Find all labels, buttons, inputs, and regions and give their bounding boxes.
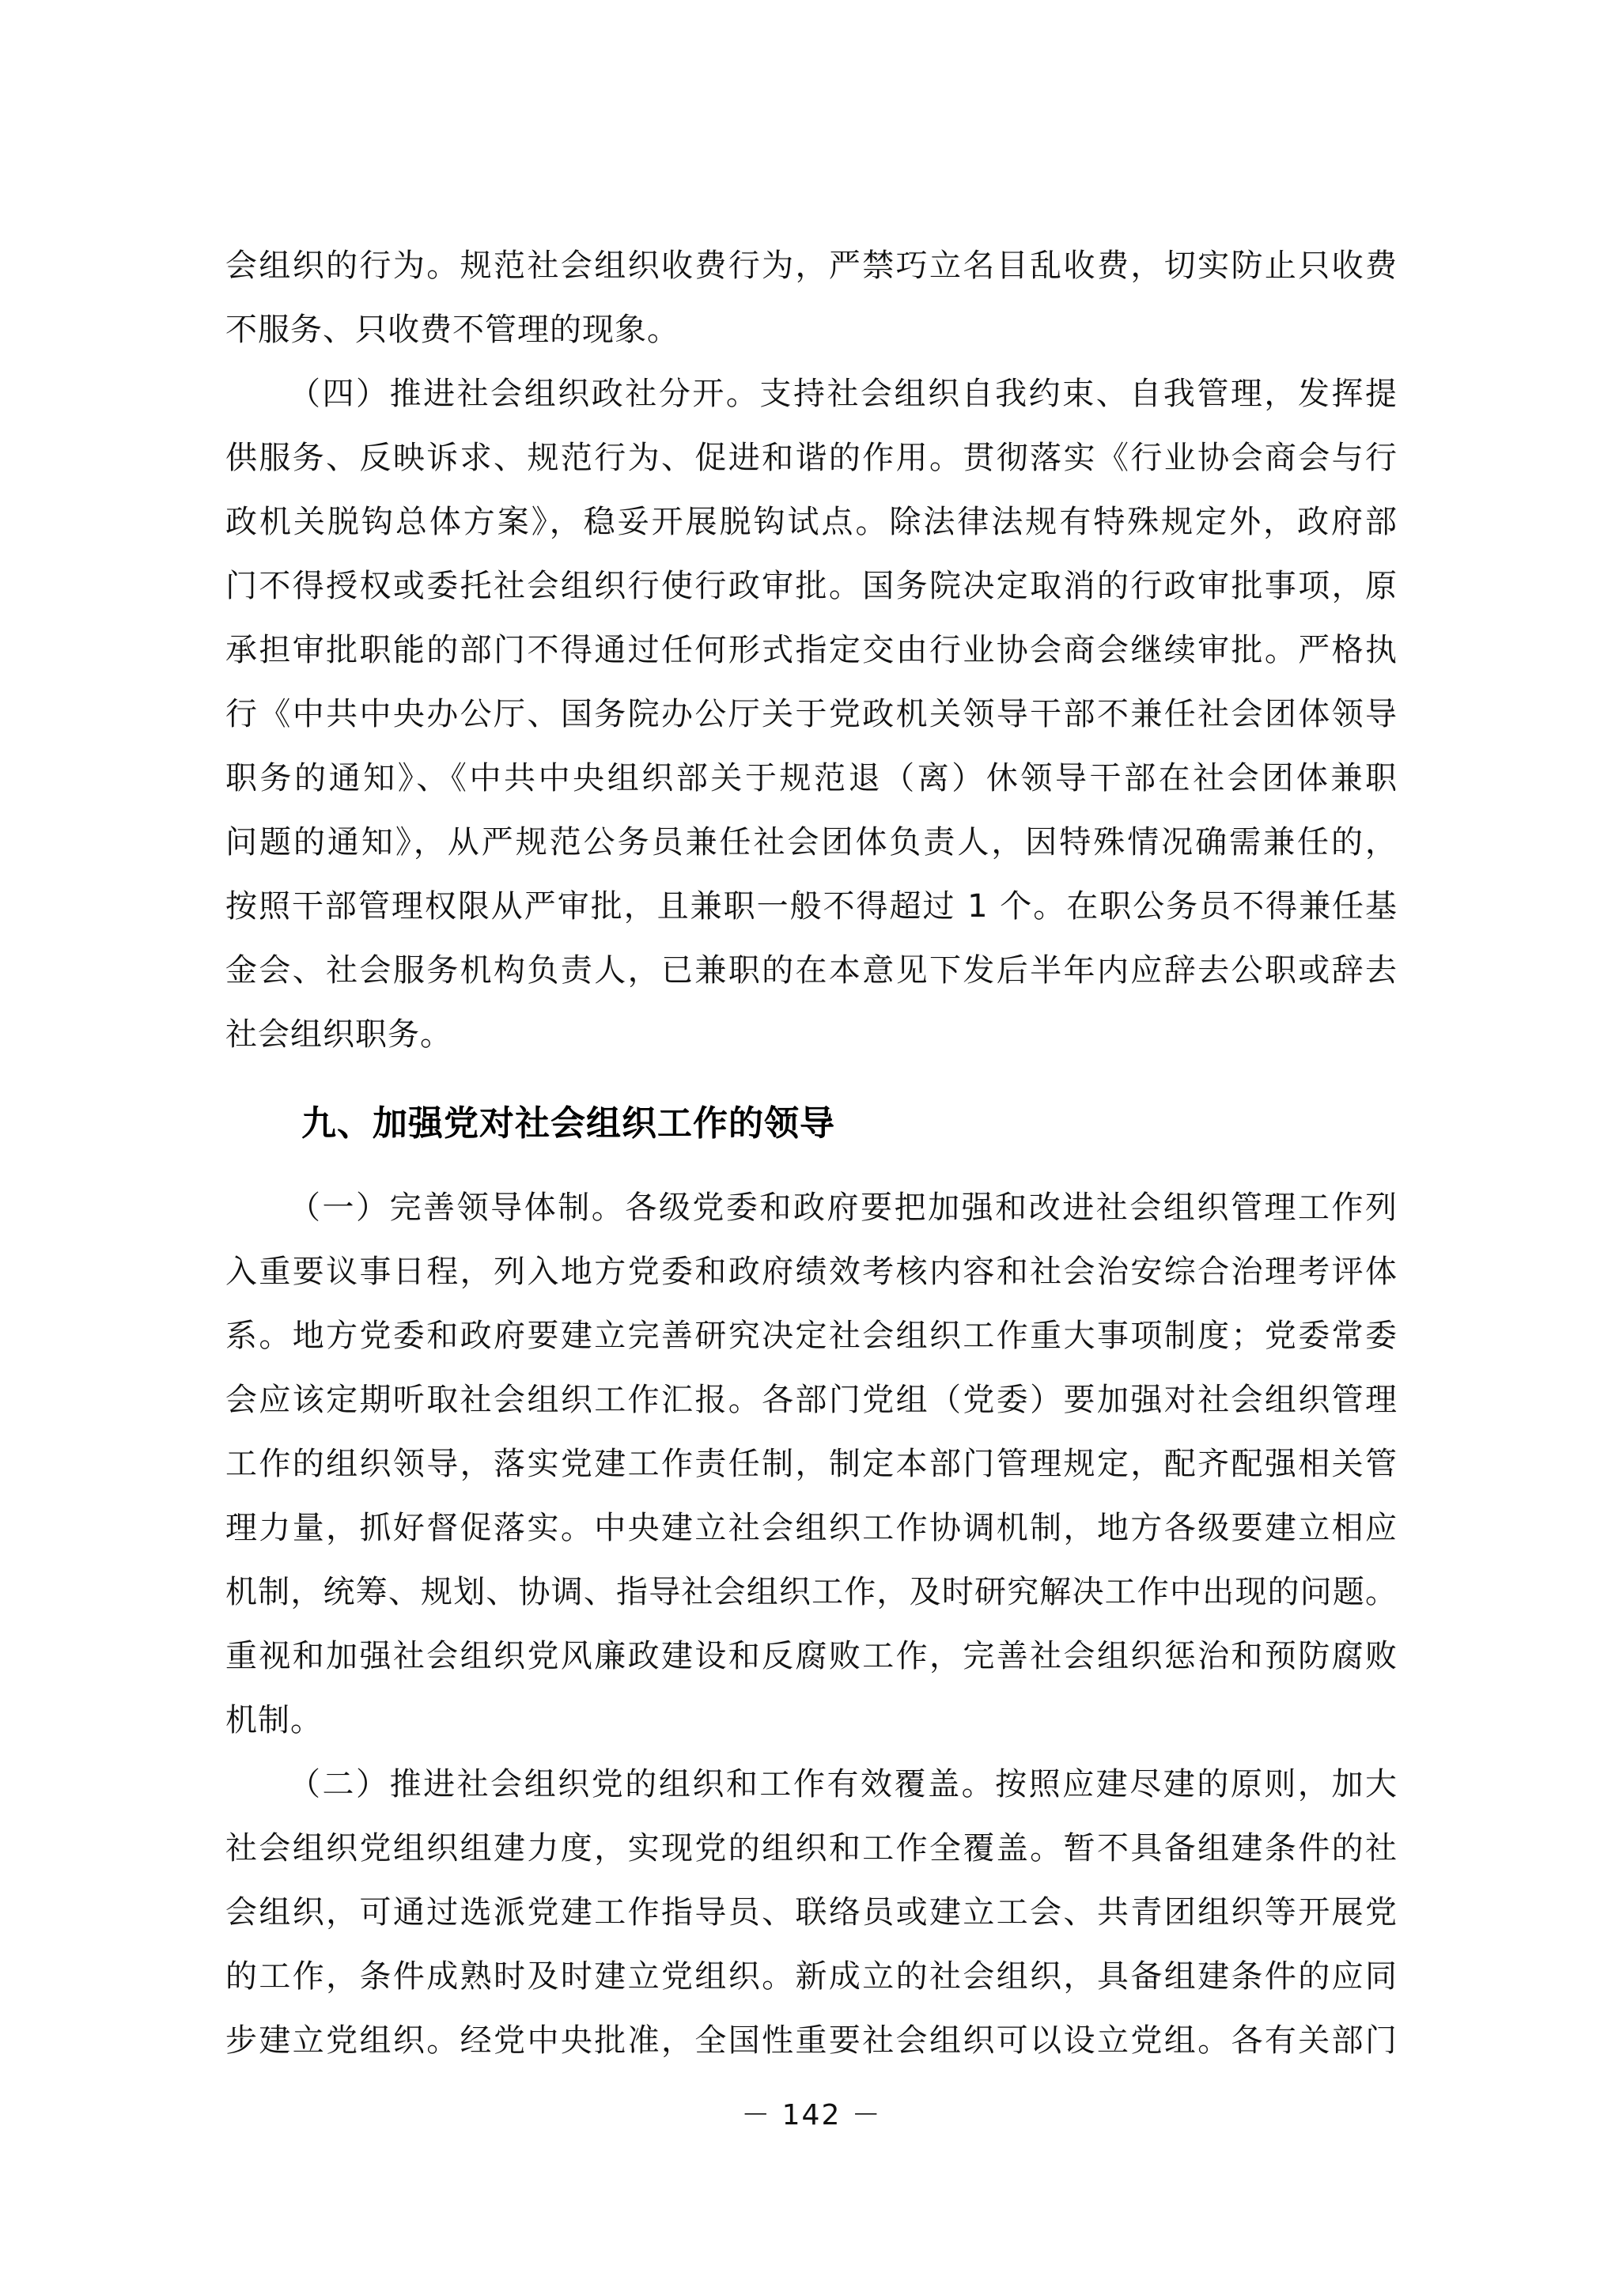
text-line: 系。地方党委和政府要建立完善研究决定社会组织工作重大事项制度；党委常委 xyxy=(225,1318,1398,1354)
text-line: （一）完善领导体制。各级党委和政府要把加强和改进社会组织管理工作列 xyxy=(289,1190,1398,1226)
text-line: 问题的通知》，从严规范公务员兼任社会团体负责人，因特殊情况确需兼任的， xyxy=(225,824,1398,861)
paragraph-continuation xyxy=(225,234,1398,362)
text-line: 工作的组织领导，落实党建工作责任制，制定本部门管理规定，配齐配强相关管 xyxy=(225,1446,1398,1482)
text-line: 政机关脱钩总体方案》，稳妥开展脱钩试点。除法律法规有特殊规定外，政府部 xyxy=(225,504,1398,540)
text-line: 门不得授权或委托社会组织行使行政审批。国务院决定取消的行政审批事项，原 xyxy=(225,568,1398,604)
text-line: 的工作，条件成熟时及时建立党组织。新成立的社会组织，具备组建条件的应同 xyxy=(225,1958,1398,1995)
text-line: 入重要议事日程，列入地方党委和政府绩效考核内容和社会治安综合治理考评体 xyxy=(225,1254,1398,1290)
text-line: 会组织的行为。规范社会组织收费行为，严禁巧立名目乱收费，切实防止只收费 xyxy=(225,248,1398,284)
text-line: 金会、社会服务机构负责人，已兼职的在本意见下发后半年内应辞去公职或辞去 xyxy=(225,952,1398,989)
text-line: 不服务、只收费不管理的现象。 xyxy=(225,312,679,348)
text-line: 供服务、反映诉求、规范行为、促进和谐的作用。贯彻落实《行业协会商会与行 xyxy=(225,440,1398,476)
text-line: 职务的通知》、《中共中央组织部关于规范退（离）休领导干部在社会团体兼职 xyxy=(225,760,1398,796)
section-heading: 九、加强党对社会组织工作的领导 xyxy=(301,1103,835,1144)
text-line: 会组织，可通过选派党建工作指导员、联络员或建立工会、共青团组织等开展党 xyxy=(225,1894,1398,1931)
paragraph-item-1 xyxy=(225,1176,1398,1753)
page-number: － 142 － xyxy=(741,2099,882,2131)
text-line: 会应该定期听取社会组织工作汇报。各部门党组（党委）要加强对社会组织管理 xyxy=(225,1382,1398,1418)
text-line: 机制，统筹、规划、协调、指导社会组织工作，及时研究解决工作中出现的问题。 xyxy=(225,1574,1398,1610)
text-line: 社会组织职务。 xyxy=(225,1016,452,1053)
page-body xyxy=(225,234,1398,2073)
paragraph-item-2 xyxy=(225,1753,1398,2073)
text-line: （四）推进社会组织政社分开。支持社会组织自我约束、自我管理，发挥提 xyxy=(289,376,1398,412)
paragraph-item-4 xyxy=(225,362,1398,1067)
text-line: （二）推进社会组织党的组织和工作有效覆盖。按照应建尽建的原则，加大 xyxy=(289,1766,1398,1802)
text-line: 行《中共中央办公厅、国务院办公厅关于党政机关领导干部不兼任社会团体领导 xyxy=(225,696,1398,732)
text-line: 机制。 xyxy=(225,1702,323,1738)
text-line: 理力量，抓好督促落实。中央建立社会组织工作协调机制，地方各级要建立相应 xyxy=(225,1510,1398,1546)
text-line: 社会组织党组织组建力度，实现党的组织和工作全覆盖。暂不具备组建条件的社 xyxy=(225,1830,1398,1867)
text-line: 重视和加强社会组织党风廉政建设和反腐败工作，完善社会组织惩治和预防腐败 xyxy=(225,1638,1398,1674)
text-line: 按照干部管理权限从严审批，且兼职一般不得超过 1 个。在职公务员不得兼任基 xyxy=(225,888,1398,925)
text-line: 承担审批职能的部门不得通过任何形式指定交由行业协会商会继续审批。严格执 xyxy=(225,632,1398,668)
text-line: 步建立党组织。经党中央批准，全国性重要社会组织可以设立党组。各有关部门 xyxy=(225,2022,1398,2059)
